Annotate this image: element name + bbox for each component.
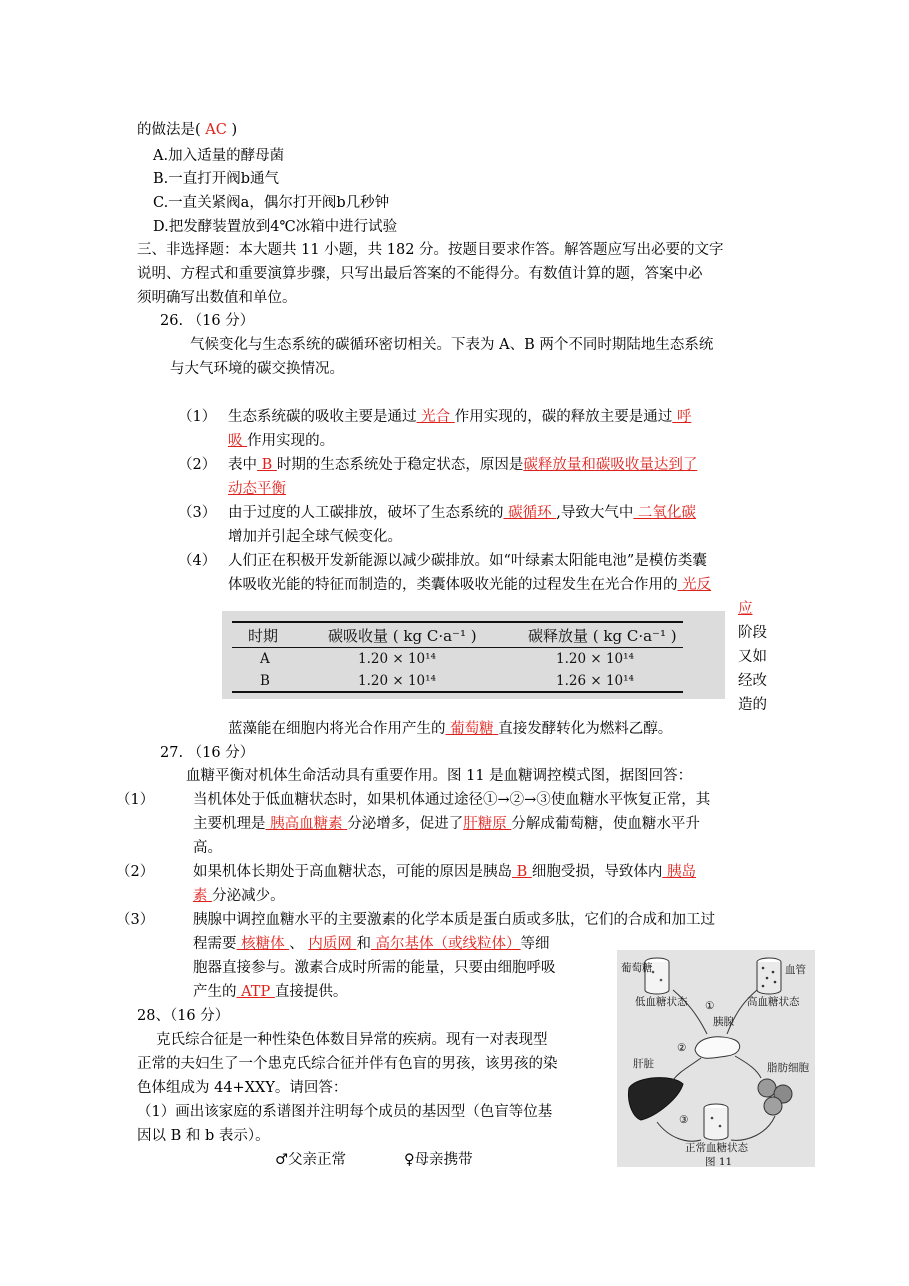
table-row-b-period: B xyxy=(260,673,270,689)
fig-circle-3: ③ xyxy=(679,1114,689,1126)
q26-answer-light-reaction: 光反 xyxy=(677,577,712,593)
q26-p4-answer-cont: 应 xyxy=(738,601,753,617)
q28-header: 28、（16 分） xyxy=(137,1008,230,1024)
q26-p3-number: （3） xyxy=(178,505,217,521)
q26-intro-line2: 与大气环境的碳交换情况。 xyxy=(170,361,344,377)
table-row-a-period: A xyxy=(260,651,270,667)
figure-11-blood-glucose xyxy=(617,950,815,1167)
q27-p1-line1: 当机体处于低血糖状态时，如果机体通过途径①→②→③使血糖水平恢复正常，其 xyxy=(193,792,711,808)
high-glucose-tube-icon xyxy=(757,958,781,994)
q27-p3-line4: 产生的 ATP 直接提供。 xyxy=(193,984,348,1000)
fig-label-low: 低血糖状态 xyxy=(635,996,688,1008)
table-row-a-release: 1.20 × 10¹⁴ xyxy=(556,651,634,667)
table-row-b-release: 1.26 × 10¹⁴ xyxy=(556,673,634,689)
q27-p3-number: （3） xyxy=(116,912,155,928)
table-top-rule xyxy=(232,621,683,623)
fig-circle-2: ② xyxy=(677,1042,687,1054)
q26-p3-line1: 由于过度的人工碳排放，破坏了生态系统的 碳循环 ,导致大气中 二氧化碳 xyxy=(228,505,696,521)
q26-intro-line1: 气候变化与生态系统的碳循环密切相关。下表为 A、B 两个不同时期陆地生态系统 xyxy=(190,337,714,353)
q27-answer-er: 内质网 xyxy=(308,936,357,952)
q26-answer-period-b: B xyxy=(257,457,277,473)
q26-p1-number: （1） xyxy=(178,409,217,425)
section3-line2: 说明、方程式和重要演算步骤，只写出最后答案的不能得分。有数值计算的题，答案中必 xyxy=(137,266,703,282)
q28-intro-line2: 正常的夫妇生了一个患克氏综合征并伴有色盲的男孩，该男孩的染 xyxy=(137,1056,558,1072)
q28-p1-line2: 因以 B 和 b 表示）。 xyxy=(137,1128,270,1144)
fig-label-pancreas: 胰腺 xyxy=(713,1016,734,1028)
q26-p4-line3: 蓝藻能在细胞内将光合作用产生的 葡萄糖 直接发酵转化为燃料乙醇。 xyxy=(228,721,673,737)
q27-p3-line1: 胰腺中调控血糖水平的主要激素的化学本质是蛋白质或多肽，它们的合成和加工过 xyxy=(193,912,715,928)
table-bottom-rule xyxy=(232,691,683,693)
q27-answer-ribosome: 核糖体 xyxy=(236,936,290,952)
fig-label-vessel: 血管 xyxy=(785,964,806,976)
q27-answer-glycogen: 肝糖原 xyxy=(463,816,512,832)
q27-answer-b-cell: B xyxy=(512,864,532,880)
q26-p4-side-2: 又如 xyxy=(738,649,767,665)
fig-label-liver: 肝脏 xyxy=(633,1058,654,1070)
fig-label-normal: 正常血糖状态 xyxy=(685,1142,748,1154)
q27-p2-line2: 素 分泌减少。 xyxy=(193,888,285,904)
fig-label-fat: 脂肪细胞 xyxy=(767,1062,809,1074)
q25-option-c: C.一直关紧阀a，偶尔打开阀b几秒钟 xyxy=(153,195,390,211)
normal-glucose-tube-icon xyxy=(704,1104,728,1140)
q26-answer-glucose: 葡萄糖 xyxy=(445,721,499,737)
section3-line1: 三、非选择题：本大题共 11 小题，共 182 分。按题目要求作答。解答题应写出必要的文字 xyxy=(137,242,724,258)
q26-p1-line1: 生态系统碳的吸收主要是通过 光合 作用实现的，碳的释放主要是通过 呼 xyxy=(228,409,692,425)
q26-header: 26. （16 分） xyxy=(160,313,255,329)
q27-answer-insulin: 胰岛 xyxy=(662,864,696,880)
fat-cells-icon xyxy=(758,1079,792,1115)
q27-p3-line2: 程需要 核糖体 、 内质网 和 高尔基体（或线粒体）等细 xyxy=(193,936,550,952)
table-header-rule xyxy=(232,647,683,648)
q26-answer-reason: 碳释放量和碳吸收量达到了 xyxy=(523,457,698,473)
table-header-release: 碳释放量 ( kg C·a⁻¹ ) xyxy=(528,627,677,645)
table-header-absorb: 碳吸收量 ( kg C·a⁻¹ ) xyxy=(328,627,477,645)
q26-p2-number: （2） xyxy=(178,457,217,473)
q26-p4-line2: 体吸收光能的特征而制造的，类囊体吸收光能的过程发生在光合作用的 光反 xyxy=(228,577,712,593)
q25-option-d: D.把发酵装置放到4℃冰箱中进行试验 xyxy=(153,219,398,235)
q26-answer-photosynthesis: 光合 xyxy=(416,409,455,425)
q27-p1-line3: 高。 xyxy=(193,840,222,856)
q26-answer-carbon-cycle: 碳循环 xyxy=(503,505,557,521)
q26-p1-line2: 吸 作用实现的。 xyxy=(228,433,335,449)
q27-p2-line1: 如果机体长期处于高血糖状态，可能的原因是胰岛 B 细胞受损，导致体内 胰岛 xyxy=(193,864,696,880)
table-row-a-absorb: 1.20 × 10¹⁴ xyxy=(358,651,436,667)
carbon-exchange-table xyxy=(222,611,725,699)
q27-answer-atp: ATP xyxy=(236,984,275,1000)
fig-circle-1: ① xyxy=(705,1000,715,1012)
q27-answer-golgi: 高尔基体（或线粒体） xyxy=(370,936,521,952)
q27-p2-number: （2） xyxy=(116,864,155,880)
q27-intro: 血糖平衡对机体生命活动具有重要作用。图 11 是血糖调控模式图，据图回答： xyxy=(186,768,693,784)
q28-intro-line1: 克氏综合征是一种性染色体数目异常的疾病。现有一对表现型 xyxy=(156,1032,548,1048)
q28-mother-label: ♀母亲携带 xyxy=(404,1152,473,1168)
q28-father-label: ♂父亲正常 xyxy=(275,1152,346,1168)
fig-label-glucose: 葡萄糖 xyxy=(621,962,653,974)
q27-header: 27. （16 分） xyxy=(160,745,255,761)
q25-option-b: B.一直打开阀b通气 xyxy=(153,171,280,187)
liver-icon xyxy=(629,1078,684,1120)
q26-p4-side-3: 经改 xyxy=(738,673,767,689)
q25-answer: AC xyxy=(205,122,227,138)
pancreas-icon xyxy=(695,1037,740,1058)
table-header-period: 时期 xyxy=(248,627,279,645)
q27-answer-glucagon: 胰高血糖素 xyxy=(265,816,348,832)
q27-p3-line3: 胞器直接参与。激素合成时所需的能量，只要由细胞呼吸 xyxy=(193,960,556,976)
table-row-b-absorb: 1.20 × 10¹⁴ xyxy=(358,673,436,689)
q26-answer-co2: 二氧化碳 xyxy=(633,505,696,521)
fig-caption: 图 11 xyxy=(705,1156,733,1168)
fig-label-high: 高血糖状态 xyxy=(747,996,800,1008)
q28-p1-line1: （1）画出该家庭的系谱图并注明每个成员的基因型（色盲等位基 xyxy=(137,1104,553,1120)
q27-p1-line2: 主要机理是 胰高血糖素 分泌增多，促进了肝糖原 分解成葡萄糖，使血糖水平升 xyxy=(193,816,700,832)
q26-p4-number: （4） xyxy=(178,553,217,569)
q26-p4-side-1: 阶段 xyxy=(738,625,767,641)
q28-intro-line3: 色体组成为 44+XXY。请回答： xyxy=(137,1080,348,1096)
q26-p4-line1: 人们正在积极开发新能源以减少碳排放。如“叶绿素太阳能电池”是模仿类囊 xyxy=(228,553,707,569)
section3-line3: 须明确写出数值和单位。 xyxy=(137,290,297,306)
q26-p4-side-4: 造的 xyxy=(738,697,767,713)
q26-p2-line2: 动态平衡 xyxy=(228,481,286,497)
q25-stem: 的做法是( AC ) xyxy=(137,122,238,138)
q26-answer-respiration: 呼 xyxy=(672,409,692,425)
q26-p3-line2: 增加并引起全球气候变化。 xyxy=(228,529,402,545)
q27-p1-number: （1） xyxy=(116,792,155,808)
q26-p2-line1: 表中 B 时期的生态系统处于稳定状态，原因是碳释放量和碳吸收量达到了 xyxy=(228,457,698,473)
q25-option-a: A.加入适量的酵母菌 xyxy=(153,148,285,164)
